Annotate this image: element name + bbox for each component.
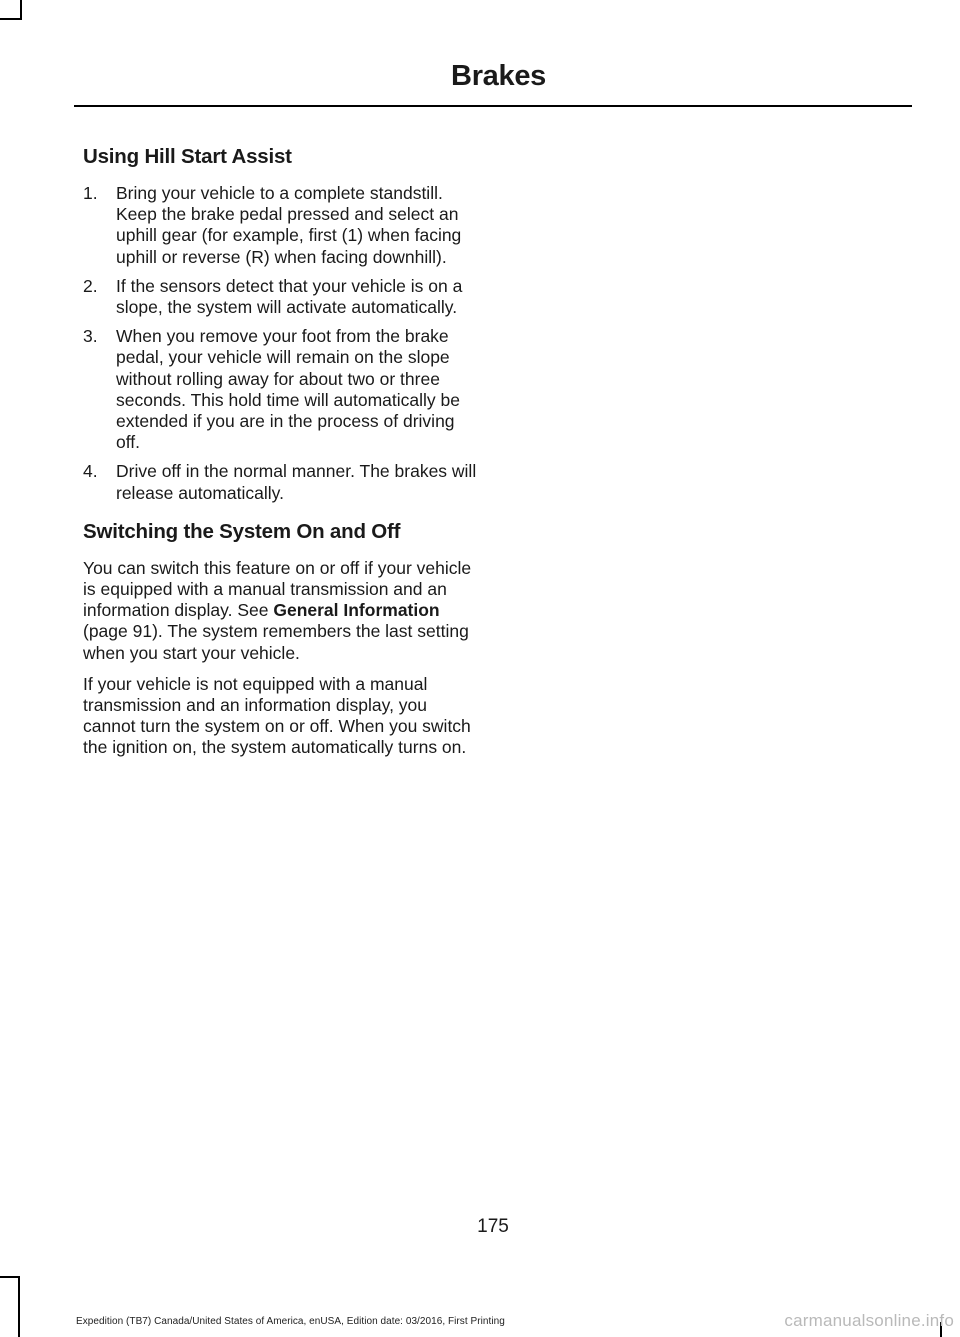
page-number: 175: [477, 1216, 509, 1237]
step-text: If the sensors detect that your vehicle is on a slope, the system will activate automatically.: [116, 275, 463, 318]
step-number: 1.: [83, 183, 98, 203]
paragraph: [83, 558, 478, 664]
footer-edition-info: Expedition (TB7) Canada/United States of America, enUSA, Edition date: 03/2016, First Printing: [76, 1316, 505, 1327]
step-text: Bring your vehicle to a complete standstill. Keep the brake pedal pressed and select an uphill gear (for example, first (1) when facing uphill or reverse (R) when facing downhill).: [116, 183, 462, 267]
crop-mark: [18, 1276, 20, 1337]
paragraph-text: You can switch this feature on or off if your vehicle is equipped with a manual transmission and an information display. See: [83, 557, 472, 621]
paragraph-text: (page 91). The system remembers the last setting when you start your vehicle.: [83, 621, 469, 663]
section-heading-switching: Switching the System On and Off: [83, 519, 401, 543]
header-divider: [74, 105, 912, 107]
section-heading-hill-start: Using Hill Start Assist: [83, 145, 292, 168]
crop-mark: [0, 1276, 20, 1278]
watermark: carmanualsonline.info: [784, 1311, 954, 1330]
steps-list: [83, 183, 478, 504]
list-item: [83, 276, 478, 318]
crop-mark: [20, 0, 22, 20]
list-item: [83, 461, 478, 503]
list-item: [83, 326, 478, 453]
step-number: 2.: [83, 275, 98, 296]
step-text: Drive off in the normal manner. The brakes will release automatically.: [116, 461, 477, 503]
step-number: 4.: [83, 461, 98, 482]
main-content: [83, 143, 478, 769]
page-title: Brakes: [451, 60, 546, 92]
step-number: 3.: [83, 326, 98, 347]
step-text: When you remove your foot from the brake pedal, your vehicle will remain on the slope without rolling away for about two or three seconds. This hold time will automatically be extended if you are in the process of driving off.: [116, 326, 461, 453]
paragraph: If your vehicle is not equipped with a manual transmission and an information display, you cannot turn the system on or off. When you switch the ignition on, the system automatically turns on.: [83, 673, 471, 758]
cross-reference-link[interactable]: General Information: [273, 600, 440, 621]
list-item: [83, 183, 478, 268]
crop-mark: [0, 18, 22, 20]
